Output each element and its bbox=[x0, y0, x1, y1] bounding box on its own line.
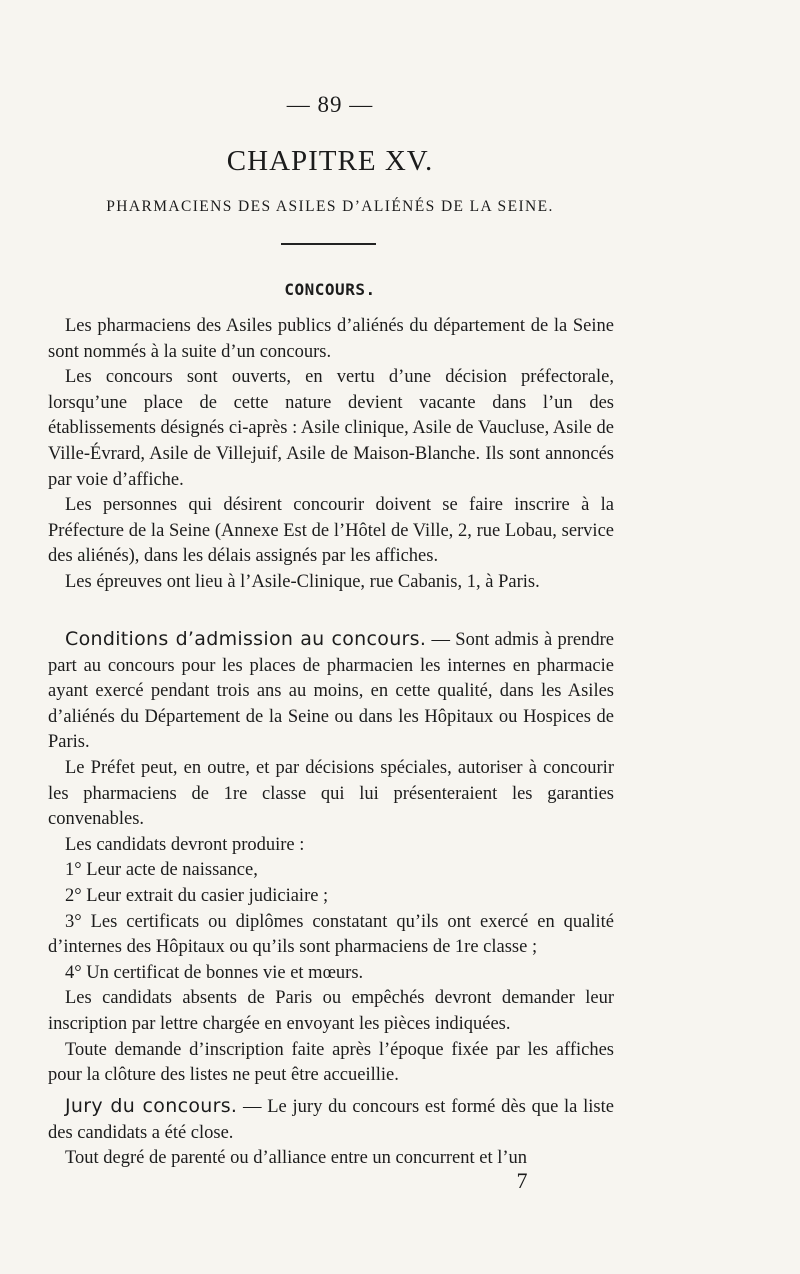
page-number: — 89 — bbox=[286, 92, 374, 117]
chapter-title: CHAPITRE XV. bbox=[226, 145, 434, 177]
paragraph-epreuves: Les épreuves ont lieu à l’Asile-Clinique, rue Cabanis, 1, à Paris. bbox=[65, 571, 540, 592]
conditions-section bbox=[48, 627, 614, 1089]
signature-number: 7 bbox=[516, 1168, 528, 1193]
list-item: 1° Leur acte de naissance, bbox=[65, 860, 258, 881]
conditions-text: — Sont admis à prendre part au concours pour les places de pharmacien les internes en pharmacie ayant exercé pendant trois ans au moins, en cette qualité, dans les Asiles d’aliénés du Département de la Seine ou dans les Hôpitaux ou Hospices de Paris. bbox=[48, 630, 615, 753]
paragraph-prefet: Le Préfet peut, en outre, et par décisions spéciales, autoriser à concourir les pharmaciens de 1re classe qui lui présenteraient les garanties convenables. bbox=[48, 757, 614, 830]
paragraph-toute: Toute demande d’inscription faite après l’époque fixée par les affiches pour la clôture des listes ne peut être accueillie. bbox=[48, 1039, 614, 1086]
paragraph-conditions bbox=[48, 627, 614, 756]
paragraph-candidats: Les candidats devront produire : bbox=[65, 834, 305, 855]
paragraph-nomination: Les pharmaciens des Asiles publics d’aliénés du département de la Seine sont nommés à la suite d’un concours. bbox=[48, 316, 614, 362]
list-item: 2° Leur extrait du casier judiciaire ; bbox=[65, 885, 329, 906]
list-item: 3° Les certificats ou diplômes constatant qu’ils ont exercé en qualité d’internes des Hôpitaux ou qu’ils sont pharmaciens de 1re classe ; bbox=[48, 911, 614, 958]
paragraph-ouverture: Les concours sont ouverts, en vertu d’une décision préfectorale, lorsqu’une place de cette nature devient vacante dans l’un des établissements désignés ci-après : Asile clinique, Asile de Vaucluse, Asile de Ville-Évrard, Asile de Villejuif, Asile de Maison-Blanche. Ils sont annoncés par voie d’affiche. bbox=[48, 367, 614, 490]
rubric-jury: Jury du concours. bbox=[65, 1095, 238, 1117]
list-item: 4° Un certificat de bonnes vie et mœurs. bbox=[65, 962, 364, 983]
paragraph-parente: Tout degré de parenté ou d’alliance entre un concurrent et l’un bbox=[65, 1148, 528, 1169]
paragraph-inscription: Les personnes qui désirent concourir doivent se faire inscrire à la Préfecture de la Seine (Annexe Est de l’Hôtel de Ville, 2, rue Lobau, service des aliénés), dans les délais assignés par les affiches. bbox=[48, 495, 614, 567]
paragraph-absents: Les candidats absents de Paris ou empêchés devront demander leur inscription par lettre chargée en envoyant les pièces indiquées. bbox=[48, 988, 614, 1034]
chapter-subtitle: PHARMACIENS DES ASILES D’ALIÉNÉS DE LA SEINE. bbox=[106, 198, 554, 215]
title-rule bbox=[281, 243, 376, 245]
jury-section bbox=[48, 1094, 614, 1172]
rubric-conditions: Conditions d’admission au concours. bbox=[65, 628, 427, 650]
concours-section bbox=[48, 314, 614, 596]
jury-text: — Le jury du concours est formé dès que la liste des candidats a été close. bbox=[48, 1097, 614, 1143]
paragraph-jury bbox=[48, 1094, 614, 1146]
section-heading: CONCOURS. bbox=[284, 280, 376, 299]
